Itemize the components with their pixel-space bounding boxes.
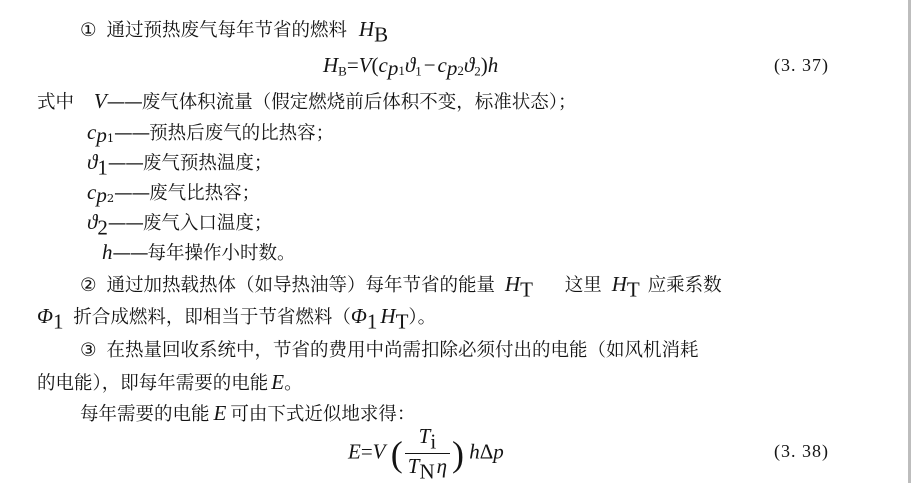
definition-V: 式中 V——废气体积流量（假定燃烧前后体积不变，标准状态）； [37, 89, 577, 113]
item-2-line-2: Φ1 折合成燃料，即相当于节省燃料（Φ1 HT）。 [37, 304, 437, 334]
definition-cp2: $c_{p2}——$废气比热容； [87, 180, 261, 207]
equation-3-37: $H_B=V(c_{p1}ϑ_1-c_{p2}ϑ_2)h$ [323, 53, 499, 81]
definition-h: h——每年操作小时数。 [102, 240, 296, 264]
item-3-number: ③ [80, 340, 97, 361]
item-2-line-1: ② 通过加热载热体（如导热油等）每年节省的能量 HT 这里 HT 应乘系数 [80, 272, 722, 302]
item-2-number: ② [80, 275, 97, 296]
equation-3-37-number: (3. 37) [774, 55, 829, 75]
item-1-line [80, 17, 388, 46]
item-3-line-2: 的电能），即每年需要的电能 E。 [37, 370, 303, 394]
definition-lead: 式中 [37, 92, 75, 113]
definition-theta2: ϑ2——废气入口温度； [87, 210, 273, 240]
item-1-text: 通过预热废气每年节省的燃料 [106, 20, 347, 41]
definition-theta1: ϑ1——废气预热温度； [87, 150, 273, 180]
equation-3-38-number: (3. 38) [774, 441, 829, 461]
symbol-HB: HB [358, 17, 389, 47]
item-1-number: ① [80, 20, 97, 41]
power-intro-line: 每年需要的电能 E 可由下式近似地求得： [80, 401, 416, 425]
equation-3-38: E=V ( $\frac{Ti}{\text{TNη}}$ ) hΔp [348, 424, 504, 484]
definition-cp1: $c_{p1}——$预热后废气的比热容； [87, 120, 335, 147]
item-3-line-1: ③ 在热量回收系统中，节省的费用中尚需扣除必须付出的电能（如风机消耗 [80, 340, 699, 361]
fraction: $\frac{Ti}{\text{TNη}}$ [405, 425, 450, 483]
